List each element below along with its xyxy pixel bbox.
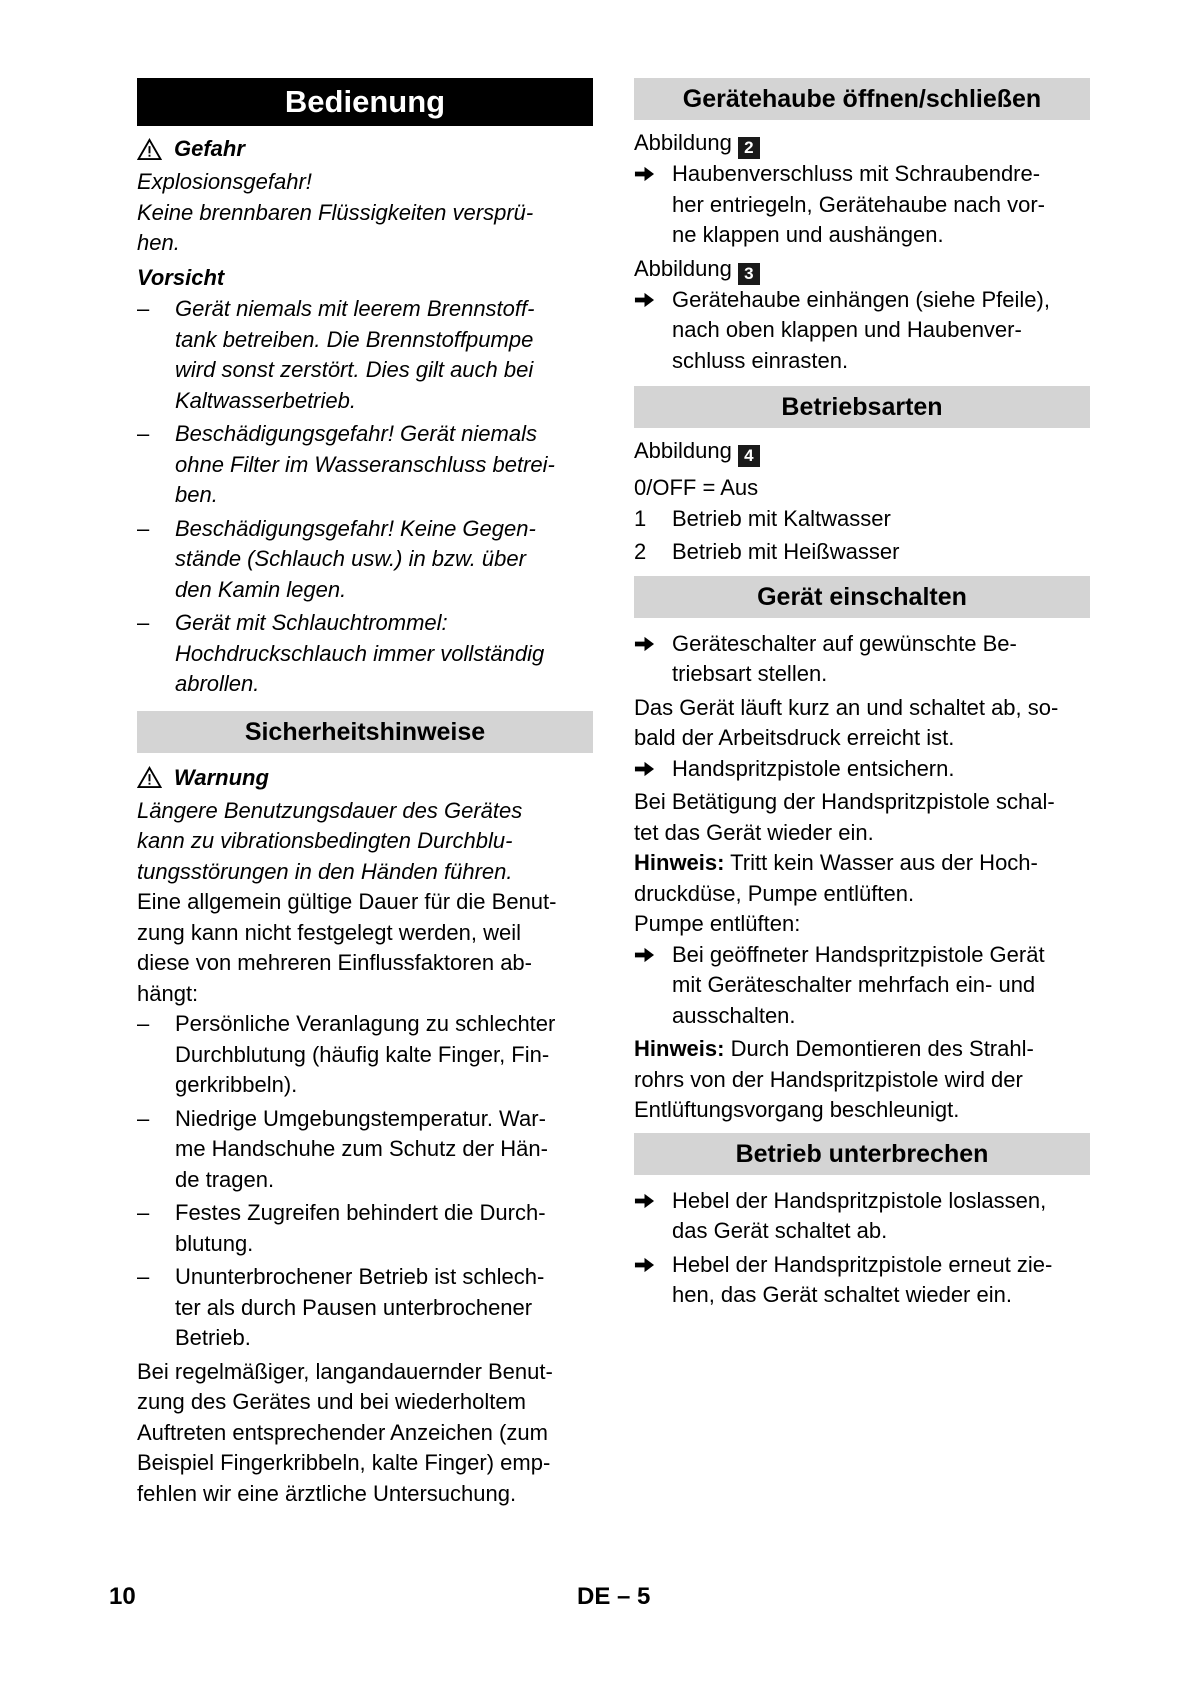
text-line: Durchblutung (häufig kalte Finger, Fin- <box>175 1041 550 1067</box>
step-item <box>634 629 1090 690</box>
text-line: Explosionsgefahr! <box>137 169 312 194</box>
section-heading-switch-on: Gerät einschalten <box>634 576 1090 618</box>
text-line: ausschalten. <box>672 1002 796 1028</box>
text-line: den Kamin legen. <box>175 576 347 602</box>
dash-marker: – <box>137 1264 150 1289</box>
figure-number-badge: 3 <box>738 263 760 285</box>
arrow-right-icon <box>634 760 655 778</box>
arrow-right-icon <box>634 1192 655 1210</box>
left-column <box>137 78 593 1509</box>
text-line: tank betreiben. Die Brennstoffpumpe <box>175 326 534 352</box>
page-number: 10 <box>109 1583 136 1610</box>
text-line: nach oben klappen und Haubenver- <box>672 317 1022 342</box>
text-line: Entlüftungsvorgang beschleunigt. <box>634 1097 960 1122</box>
section-page: DE – 5 <box>577 1583 651 1610</box>
list-item <box>137 1262 593 1354</box>
warning-text <box>137 796 593 888</box>
text-line: ne klappen und aushängen. <box>672 222 944 247</box>
text-line: zung des Gerätes und bei wiederholtem <box>137 1389 526 1414</box>
dash-marker: – <box>137 1200 150 1225</box>
text-line: Auftreten entsprechender Anzeichen (zum <box>137 1419 548 1445</box>
text-line: Hochdruckschlauch immer vollständig <box>175 640 545 666</box>
arrow-right-icon <box>634 946 655 964</box>
list-item <box>137 608 593 700</box>
section-heading-modes: Betriebsarten <box>634 386 1090 428</box>
list-item <box>137 1009 593 1101</box>
text-line: Das Gerät läuft kurz an und schaltet ab, so- <box>634 694 1059 720</box>
list-item <box>137 294 593 416</box>
text-line <box>634 848 1090 879</box>
text-line: druckdüse, Pumpe entlüften. <box>634 880 915 906</box>
step-item <box>634 159 1090 251</box>
text-line: Beispiel Fingerkribbeln, kalte Finger) emp- <box>137 1450 551 1475</box>
text-line: Betrieb. <box>175 1325 251 1350</box>
text-line: Gerät niemals mit leerem Brennstoff- <box>175 296 535 321</box>
arrow-right-icon <box>634 291 655 309</box>
safety-body <box>137 887 593 1009</box>
text-line <box>634 1034 1090 1065</box>
note <box>634 848 1090 909</box>
mode-off: 0/OFF = Aus <box>634 475 759 500</box>
figure-label: Abbildung <box>634 255 732 281</box>
text-line: ben. <box>175 482 218 507</box>
step-item <box>634 940 1090 1032</box>
text-line: ohne Filter im Wasseranschluss betrei- <box>175 451 555 477</box>
arrow-right-icon <box>634 635 655 653</box>
text-line: rohrs von der Handspritzpistole wird der <box>634 1066 1023 1092</box>
text-line: her entriegeln, Gerätehaube nach vor- <box>672 191 1046 217</box>
arrow-right-icon <box>634 165 655 183</box>
list-item <box>137 1198 593 1259</box>
page-title: Bedienung <box>137 78 593 126</box>
note-text: Tritt kein Wasser aus der Hoch- <box>724 850 1038 875</box>
note <box>634 1034 1090 1126</box>
text-line: mit Geräteschalter mehrfach ein- und <box>672 972 1036 997</box>
step-item <box>634 754 1090 785</box>
safety-closing <box>137 1357 593 1510</box>
text-line: Gerätehaube einhängen (siehe Pfeile), <box>672 286 1050 312</box>
text-line: Bei regelmäßiger, langandauernder Benut- <box>137 1358 553 1384</box>
figure-label: Abbildung <box>634 130 732 155</box>
text-line: Persönliche Veranlagung zu schlechter <box>175 1011 556 1036</box>
mode-text: Betrieb mit Kaltwasser <box>672 505 891 531</box>
mode-number: 1 <box>634 505 647 531</box>
text-line: fehlen wir eine ärztliche Untersuchung. <box>137 1480 517 1506</box>
figure-ref <box>634 436 1090 467</box>
figure-ref <box>634 254 1090 285</box>
dash-marker: – <box>137 1011 150 1036</box>
text-line: tet das Gerät wieder ein. <box>634 819 874 845</box>
text-line: Bei Betätigung der Handspritzpistole schal- <box>634 789 1055 814</box>
text-line: triebsart stellen. <box>672 661 828 686</box>
text-line: Ununterbrochener Betrieb ist schlech- <box>175 1264 545 1289</box>
dash-marker: – <box>137 296 150 321</box>
text-line: Kaltwasserbetrieb. <box>175 387 356 413</box>
text-line: hen. <box>137 230 180 255</box>
arrow-right-icon <box>634 1256 655 1274</box>
warning-triangle-icon <box>137 766 162 789</box>
text-line: Eine allgemein gültige Dauer für die Benut- <box>137 889 557 914</box>
text-line: diese von mehreren Einflussfaktoren ab- <box>137 950 532 975</box>
text-line: ter als durch Pausen unterbrochener <box>175 1294 533 1320</box>
text-line: bald der Arbeitsdruck erreicht ist. <box>634 725 955 750</box>
warning-triangle-icon <box>137 138 162 161</box>
text-line: zung kann nicht festgelegt werden, weil <box>137 919 522 945</box>
text-line: Niedrige Umgebungstemperatur. War- <box>175 1105 546 1131</box>
dash-marker: – <box>137 610 150 635</box>
switch-on-text <box>634 787 1090 848</box>
text-line: Beschädigungsgefahr! Gerät niemals <box>175 421 537 446</box>
text-line: Hebel der Handspritzpistole loslassen, <box>672 1187 1047 1213</box>
danger-label: Gefahr <box>174 136 245 161</box>
figure-ref <box>634 128 1090 159</box>
text-line: Hebel der Handspritzpistole erneut zie- <box>672 1251 1053 1277</box>
text-line: stände (Schlauch usw.) in bzw. über <box>175 546 526 571</box>
text-line: abrollen. <box>175 671 260 696</box>
text-line: hen, das Gerät schaltet wieder ein. <box>672 1282 1012 1307</box>
mode-number: 2 <box>634 539 647 564</box>
mode-item <box>634 504 1090 535</box>
text-line: Handspritzpistole entsichern. <box>672 755 955 781</box>
danger-text <box>137 167 593 259</box>
dash-marker: – <box>137 515 150 541</box>
note-text: Durch Demontieren des Strahl- <box>724 1036 1034 1061</box>
step-item <box>634 1250 1090 1311</box>
warning-label: Warnung <box>174 764 269 790</box>
figure-label: Abbildung <box>634 438 732 463</box>
note-label: Hinweis: <box>634 850 725 875</box>
vent-label: Pumpe entlüften: <box>634 911 801 936</box>
warning-heading <box>137 763 593 793</box>
section-heading-hood: Gerätehaube öffnen/schließen <box>634 78 1090 120</box>
text-line: gerkribbeln). <box>175 1072 298 1097</box>
text-line: schluss einrasten. <box>672 347 849 373</box>
text-line: Keine brennbaren Flüssigkeiten versprü- <box>137 199 534 225</box>
list-item <box>137 1104 593 1196</box>
text-line: Bei geöffneter Handspritzpistole Gerät <box>672 941 1045 967</box>
text-line: Beschädigungsgefahr! Keine Gegen- <box>175 515 536 541</box>
section-heading-safety: Sicherheitshinweise <box>137 711 593 753</box>
text-line: tungsstörungen in den Händen führen. <box>137 858 513 884</box>
figure-number-badge: 4 <box>738 445 760 467</box>
list-item <box>137 514 593 606</box>
text-line: Längere Benutzungsdauer des Gerätes <box>137 797 523 823</box>
step-item <box>634 285 1090 377</box>
mode-text: Betrieb mit Heißwasser <box>672 539 900 564</box>
list-item <box>137 419 593 511</box>
text-line: Festes Zugreifen behindert die Durch- <box>175 1200 546 1225</box>
text-line: Gerät mit Schlauchtrommel: <box>175 610 448 635</box>
mode-item <box>634 537 1090 568</box>
text-line: de tragen. <box>175 1166 275 1192</box>
text-line: me Handschuhe zum Schutz der Hän- <box>175 1136 548 1161</box>
caution-list <box>137 294 593 700</box>
text-line: kann zu vibrationsbedingten Durchblu- <box>137 828 513 853</box>
text-line: blutung. <box>175 1230 254 1256</box>
figure-number-badge: 2 <box>738 137 760 159</box>
factor-list <box>137 1009 593 1354</box>
caution-label: Vorsicht <box>137 264 225 290</box>
text-line: hängt: <box>137 980 199 1006</box>
switch-on-text <box>634 693 1090 754</box>
danger-heading <box>137 134 593 164</box>
text-line: Haubenverschluss mit Schraubendre- <box>672 161 1041 186</box>
note-label: Hinweis: <box>634 1036 725 1061</box>
text-line: das Gerät schaltet ab. <box>672 1218 888 1243</box>
text-line: wird sonst zerstört. Dies gilt auch bei <box>175 357 534 382</box>
step-item <box>634 1186 1090 1247</box>
right-column <box>634 78 1090 1311</box>
dash-marker: – <box>137 1105 150 1131</box>
section-heading-interrupt: Betrieb unterbrechen <box>634 1133 1090 1175</box>
text-line: Geräteschalter auf gewünschte Be- <box>672 630 1017 656</box>
dash-marker: – <box>137 421 150 446</box>
